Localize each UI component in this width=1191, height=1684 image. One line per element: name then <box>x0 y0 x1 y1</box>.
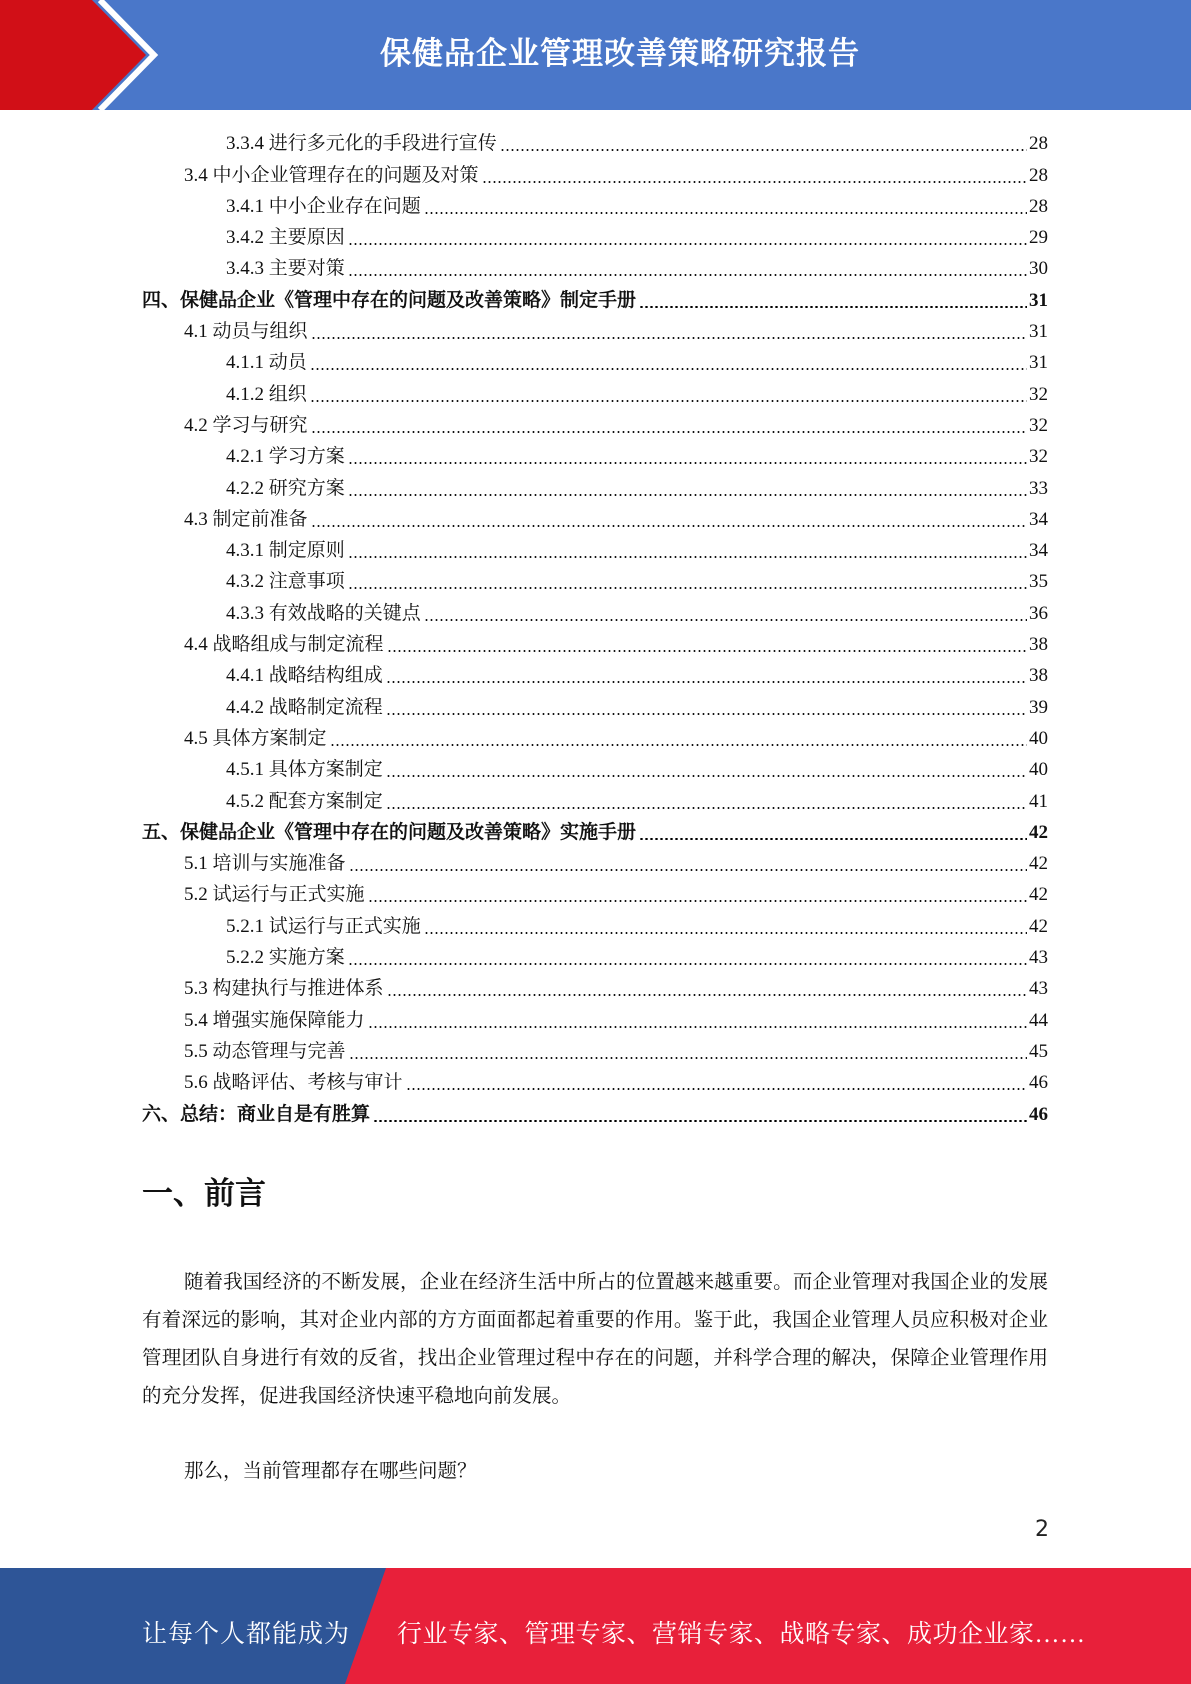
toc-entry[interactable] <box>142 879 1048 910</box>
toc-dot-leader <box>387 650 1027 652</box>
toc-entry[interactable] <box>142 848 1048 879</box>
toc-entry-page: 29 <box>1029 227 1048 249</box>
toc-entry-title: 5.5 动态管理与完善 <box>184 1040 346 1062</box>
red-chevron-decoration <box>0 0 160 110</box>
toc-entry-title: 5.1 培训与实施准备 <box>184 853 346 875</box>
toc-entry-page: 46 <box>1029 1072 1048 1094</box>
toc-entry[interactable] <box>142 222 1048 253</box>
toc-entry[interactable] <box>142 1067 1048 1098</box>
toc-entry-title: 3.4 中小企业管理存在的问题及对策 <box>184 164 479 186</box>
toc-dot-leader <box>348 494 1027 496</box>
intro-paragraph: 随着我国经济的不断发展，企业在经济生活中所占的位置越来越重要。而企业管理对我国企业的发展有着深远的影响，其对企业内部的方方面面都起着重要的作用。鉴于此，我国企业管理人员应积极对企业管理团队自身进行有效的反省，找出企业管理过程中存在的问题，并科学合理的解决，保障企业管理作用的充分发挥，促进我国经济快速平稳地向前发展。 <box>142 1272 1048 1407</box>
toc-entry[interactable] <box>142 597 1048 628</box>
toc-entry-page: 32 <box>1029 383 1048 405</box>
toc-entry[interactable] <box>142 817 1048 848</box>
toc-dot-leader <box>330 744 1027 746</box>
page-header <box>0 0 1191 110</box>
toc-entry-title: 4.5 具体方案制定 <box>184 727 327 749</box>
toc-entry-page: 42 <box>1029 884 1048 906</box>
toc-entry-page: 32 <box>1029 446 1048 468</box>
toc-entry[interactable] <box>142 1098 1048 1129</box>
toc-entry-page: 44 <box>1029 1009 1048 1031</box>
page-number: 2 <box>1035 1517 1049 1542</box>
toc-entry-title: 4.5.2 配套方案制定 <box>226 790 383 812</box>
toc-entry-title: 5.2.1 试运行与正式实施 <box>226 915 421 937</box>
toc-entry-title: 5.2 试运行与正式实施 <box>184 884 365 906</box>
toc-entry[interactable] <box>142 629 1048 660</box>
toc-entry-title: 3.4.3 主要对策 <box>226 258 345 280</box>
toc-entry-page: 45 <box>1029 1040 1048 1062</box>
toc-dot-leader <box>348 963 1027 965</box>
section-heading: 一、前言 <box>142 1176 266 1212</box>
toc-dot-leader <box>424 619 1027 621</box>
toc-entry[interactable] <box>142 316 1048 347</box>
toc-entry[interactable] <box>142 378 1048 409</box>
toc-entry-title: 4.3.1 制定原则 <box>226 540 345 562</box>
footer-slogan-left: 让每个人都能成为 <box>142 1621 351 1648</box>
toc-entry-title: 4.4.1 战略结构组成 <box>226 665 383 687</box>
toc-dot-leader <box>373 1120 1027 1122</box>
toc-entry-page: 41 <box>1029 790 1048 812</box>
toc-entry-page: 39 <box>1029 696 1048 718</box>
toc-entry-title: 五、保健品企业《管理中存在的问题及改善策略》实施手册 <box>142 821 637 843</box>
question-paragraph: 那么，当前管理都存在哪些问题？ <box>184 1461 477 1482</box>
toc-dot-leader <box>368 1026 1027 1028</box>
toc-dot-leader <box>424 212 1027 214</box>
toc-entry[interactable] <box>142 472 1048 503</box>
toc-dot-leader <box>368 900 1027 902</box>
toc-entry-page: 42 <box>1029 821 1048 843</box>
toc-entry-page: 34 <box>1029 540 1048 562</box>
toc-entry[interactable] <box>142 973 1048 1004</box>
toc-entry-title: 4.4 战略组成与制定流程 <box>184 634 384 656</box>
toc-entry-title: 4.2.2 研究方案 <box>226 477 345 499</box>
toc-dot-leader <box>349 869 1027 871</box>
toc-entry[interactable] <box>142 535 1048 566</box>
toc-dot-leader <box>310 368 1027 370</box>
toc-dot-leader <box>386 713 1027 715</box>
footer-slogan-right: 行业专家、管理专家、营销专家、战略专家、成功企业家…… <box>397 1621 1086 1648</box>
toc-entry-page: 28 <box>1029 164 1048 186</box>
toc-dot-leader <box>406 1088 1027 1090</box>
toc-entry[interactable] <box>142 253 1048 284</box>
toc-dot-leader <box>311 525 1027 527</box>
toc-dot-leader <box>386 775 1027 777</box>
toc-entry-page: 40 <box>1029 759 1048 781</box>
table-of-contents <box>142 128 1048 1130</box>
page-footer <box>0 1568 1191 1684</box>
toc-entry[interactable] <box>142 284 1048 315</box>
toc-dot-leader <box>348 243 1027 245</box>
toc-entry-title: 4.5.1 具体方案制定 <box>226 759 383 781</box>
toc-dot-leader <box>349 1057 1027 1059</box>
toc-entry-page: 31 <box>1029 289 1048 311</box>
toc-entry-page: 31 <box>1029 352 1048 374</box>
toc-entry[interactable] <box>142 128 1048 159</box>
toc-entry-title: 4.2 学习与研究 <box>184 414 308 436</box>
toc-entry-title: 六、总结：商业自是有胜算 <box>142 1103 371 1125</box>
toc-entry-page: 43 <box>1029 978 1048 1000</box>
toc-dot-leader <box>639 306 1027 308</box>
toc-dot-leader <box>639 838 1027 840</box>
toc-entry-page: 38 <box>1029 634 1048 656</box>
toc-entry-page: 42 <box>1029 915 1048 937</box>
toc-entry-title: 4.1 动员与组织 <box>184 321 308 343</box>
toc-entry[interactable] <box>142 441 1048 472</box>
toc-dot-leader <box>386 807 1027 809</box>
toc-entry-title: 4.1.2 组织 <box>226 383 307 405</box>
toc-entry[interactable] <box>142 410 1048 441</box>
toc-dot-leader <box>386 681 1027 683</box>
toc-dot-leader <box>348 587 1027 589</box>
toc-entry[interactable] <box>142 566 1048 597</box>
toc-entry[interactable] <box>142 660 1048 691</box>
toc-entry-page: 28 <box>1029 133 1048 155</box>
toc-entry-title: 4.3 制定前准备 <box>184 508 308 530</box>
toc-entry-page: 34 <box>1029 508 1048 530</box>
toc-entry-page: 40 <box>1029 727 1048 749</box>
toc-entry[interactable] <box>142 504 1048 535</box>
toc-entry-title: 5.2.2 实施方案 <box>226 947 345 969</box>
toc-entry-page: 28 <box>1029 195 1048 217</box>
toc-dot-leader <box>311 431 1027 433</box>
toc-entry-page: 35 <box>1029 571 1048 593</box>
toc-entry-page: 31 <box>1029 321 1048 343</box>
toc-entry-title: 四、保健品企业《管理中存在的问题及改善策略》制定手册 <box>142 289 637 311</box>
toc-dot-leader <box>348 556 1027 558</box>
toc-entry-page: 32 <box>1029 414 1048 436</box>
toc-entry-title: 5.6 战略评估、考核与审计 <box>184 1072 403 1094</box>
toc-entry[interactable] <box>142 1004 1048 1035</box>
toc-entry-page: 42 <box>1029 853 1048 875</box>
toc-dot-leader <box>424 932 1027 934</box>
toc-entry-title: 4.3.2 注意事项 <box>226 571 345 593</box>
toc-entry-title: 3.4.2 主要原因 <box>226 227 345 249</box>
toc-entry-title: 4.1.1 动员 <box>226 352 307 374</box>
toc-dot-leader <box>311 337 1027 339</box>
report-title: 保健品企业管理改善策略研究报告 <box>380 36 860 72</box>
toc-entry-title: 3.3.4 进行多元化的手段进行宣传 <box>226 133 497 155</box>
toc-dot-leader <box>348 462 1027 464</box>
toc-entry[interactable] <box>142 910 1048 941</box>
toc-entry[interactable] <box>142 723 1048 754</box>
toc-entry-title: 3.4.1 中小企业存在问题 <box>226 195 421 217</box>
toc-entry[interactable] <box>142 1036 1048 1067</box>
toc-dot-leader <box>500 149 1027 151</box>
toc-entry[interactable] <box>142 754 1048 785</box>
toc-entry[interactable] <box>142 785 1048 816</box>
toc-entry-title: 4.2.1 学习方案 <box>226 446 345 468</box>
toc-entry[interactable] <box>142 191 1048 222</box>
toc-entry-page: 46 <box>1029 1103 1048 1125</box>
toc-entry-title: 5.4 增强实施保障能力 <box>184 1009 365 1031</box>
toc-dot-leader <box>348 274 1027 276</box>
toc-entry-title: 5.3 构建执行与推进体系 <box>184 978 384 1000</box>
toc-entry[interactable] <box>142 347 1048 378</box>
toc-entry-page: 38 <box>1029 665 1048 687</box>
toc-entry-title: 4.3.3 有效战略的关键点 <box>226 602 421 624</box>
toc-entry-title: 4.4.2 战略制定流程 <box>226 696 383 718</box>
toc-dot-leader <box>387 994 1027 996</box>
toc-entry-page: 36 <box>1029 602 1048 624</box>
toc-dot-leader <box>310 400 1027 402</box>
toc-entry-page: 30 <box>1029 258 1048 280</box>
toc-entry-page: 43 <box>1029 947 1048 969</box>
toc-entry[interactable] <box>142 691 1048 722</box>
toc-entry-page: 33 <box>1029 477 1048 499</box>
toc-dot-leader <box>482 181 1027 183</box>
toc-entry[interactable] <box>142 942 1048 973</box>
toc-entry[interactable] <box>142 159 1048 190</box>
